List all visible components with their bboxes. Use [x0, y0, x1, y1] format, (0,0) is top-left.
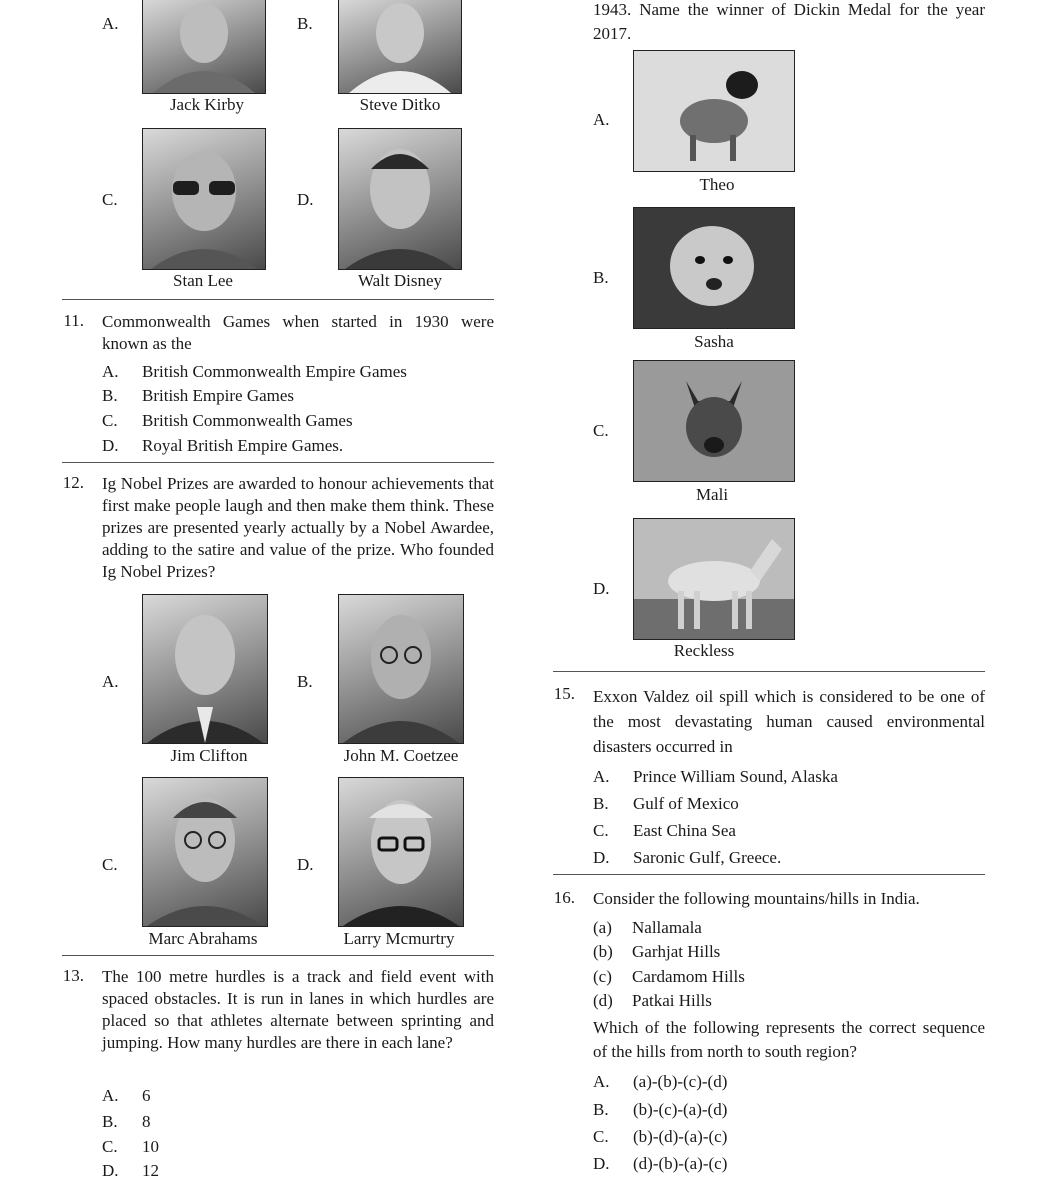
dog-icon — [634, 208, 794, 328]
q15-option-d-label: D. — [593, 848, 610, 867]
q16-item-d-label: (d) — [593, 991, 613, 1010]
q16-option-a-label: A. — [593, 1072, 610, 1091]
q12-option-a-label: A. — [102, 672, 119, 691]
larry-mcmurtry-photo — [338, 777, 464, 927]
q13-text: The 100 metre hurdles is a track and field event with spaced obstacles. It is run in lanes in which hurdles are placed so that athletes alternate between sprinting and jumping. How many hurdles are there in each lane? — [102, 967, 494, 1052]
q15-number: 15. — [553, 684, 575, 703]
q10-option-b-label: B. — [297, 14, 313, 33]
q16-item-c-text: Cardamom Hills — [632, 967, 745, 986]
q16-option-a-text: (a)-(b)-(c)-(d) — [633, 1072, 728, 1091]
john-coetzee-photo — [338, 594, 464, 744]
q13-option-d-text: 12 — [142, 1161, 159, 1180]
person-portrait-icon — [143, 595, 267, 743]
q16-item-d-text: Patkai Hills — [632, 991, 712, 1010]
steve-ditko-caption: Steve Ditko — [359, 95, 441, 114]
q16-option-b-text: (b)-(c)-(a)-(d) — [633, 1100, 728, 1119]
q15-text: Exxon Valdez oil spill which is considered to be one of the most devastating human caused environmental disasters occurred in — [593, 687, 985, 756]
q14-option-a-label: A. — [593, 110, 610, 129]
q12-number: 12. — [62, 473, 84, 492]
q15-option-a-label: A. — [593, 767, 610, 786]
q10-option-d-label: D. — [297, 190, 314, 209]
steve-ditko-photo — [338, 0, 462, 94]
q15-option-c-label: C. — [593, 821, 609, 840]
q11-text: Commonwealth Games when started in 1930 were known as the — [102, 312, 494, 353]
divider — [62, 462, 494, 463]
q14-option-c-label: C. — [593, 421, 609, 440]
person-portrait-icon — [339, 0, 461, 93]
q13-option-c-text: 10 — [142, 1137, 159, 1156]
sasha-caption: Sasha — [694, 332, 734, 351]
q16-question: Which of the following represents the correct sequence of the hills from north to south region? — [593, 1018, 985, 1061]
q15-option-d-text: Saronic Gulf, Greece. — [633, 848, 782, 867]
person-portrait-icon — [339, 595, 463, 743]
person-portrait-icon — [143, 0, 265, 93]
person-portrait-icon — [143, 778, 267, 926]
q13-option-b-label: B. — [102, 1112, 118, 1131]
q12-text: Ig Nobel Prizes are awarded to honour achievements that first make people laugh and then make them think. These prizes are presented yearly actually by a Nobel Awardee, adding to the satire and value of the prize. Who founded Ig Nobel Prizes? — [102, 474, 494, 581]
q16-option-c-text: (b)-(d)-(a)-(c) — [633, 1127, 728, 1146]
dog-icon — [634, 361, 794, 481]
person-portrait-icon — [339, 129, 461, 269]
q16-item-b-text: Garhjat Hills — [632, 942, 721, 961]
reckless-caption: Reckless — [673, 641, 735, 660]
q11-option-a-text: British Commonwealth Empire Games — [142, 362, 407, 381]
q16-text: Consider the following mountains/hills in India. — [593, 889, 920, 908]
larry-mcmurtry-caption: Larry Mcmurtry — [343, 929, 455, 948]
john-coetzee-caption: John M. Coetzee — [343, 746, 459, 765]
q15-option-b-label: B. — [593, 794, 609, 813]
q16-option-c-label: C. — [593, 1127, 609, 1146]
marc-abrahams-caption: Marc Abrahams — [148, 929, 258, 948]
divider — [553, 671, 985, 672]
divider — [62, 299, 494, 300]
walt-disney-caption: Walt Disney — [357, 271, 443, 290]
q16-option-d-label: D. — [593, 1154, 610, 1173]
q13-number: 13. — [62, 966, 84, 985]
right-column — [520, 0, 1046, 1200]
q12-option-c-label: C. — [102, 855, 118, 874]
q14-text-tail: 1943. Name the winner of Dickin Medal for the year 2017. — [593, 0, 985, 43]
q13-option-b-text: 8 — [142, 1112, 151, 1131]
q13-option-a-text: 6 — [142, 1086, 151, 1105]
reckless-horse-photo — [633, 518, 795, 640]
q11-option-d-label: D. — [102, 436, 119, 455]
q15-option-c-text: East China Sea — [633, 821, 736, 840]
q13-option-d-label: D. — [102, 1161, 119, 1180]
q10-option-a-label: A. — [102, 14, 119, 33]
stan-lee-caption: Stan Lee — [173, 271, 233, 290]
q11-option-b-label: B. — [102, 386, 118, 405]
stan-lee-photo — [142, 128, 266, 270]
q13-option-a-label: A. — [102, 1086, 119, 1105]
q16-item-a-text: Nallamala — [632, 918, 702, 937]
q16-item-b-label: (b) — [593, 942, 613, 961]
q15-option-a-text: Prince William Sound, Alaska — [633, 767, 838, 786]
q16-number: 16. — [553, 888, 575, 907]
q11-number: 11. — [63, 311, 84, 330]
sasha-dog-photo — [633, 207, 795, 329]
horse-icon — [634, 519, 794, 639]
walt-disney-photo — [338, 128, 462, 270]
q16-item-a-label: (a) — [593, 918, 612, 937]
q16-option-d-text: (d)-(b)-(a)-(c) — [633, 1154, 728, 1173]
q10-option-c-label: C. — [102, 190, 118, 209]
q13-option-c-label: C. — [102, 1137, 118, 1156]
left-column — [0, 0, 520, 1200]
q11-option-c-label: C. — [102, 411, 118, 430]
q11-option-b-text: British Empire Games — [142, 386, 295, 405]
divider — [553, 874, 985, 875]
q12-option-d-label: D. — [297, 855, 314, 874]
jack-kirby-photo — [142, 0, 266, 94]
jim-clifton-photo — [142, 594, 268, 744]
dog-icon — [634, 51, 794, 171]
q14-option-d-label: D. — [593, 579, 610, 598]
theo-caption: Theo — [699, 175, 735, 194]
jim-clifton-caption: Jim Clifton — [170, 746, 248, 765]
mali-caption: Mali — [695, 485, 729, 504]
theo-dog-photo — [633, 50, 795, 172]
q16-option-b-label: B. — [593, 1100, 609, 1119]
q12-option-b-label: B. — [297, 672, 313, 691]
mali-dog-photo — [633, 360, 795, 482]
q14-option-b-label: B. — [593, 268, 609, 287]
q15-option-b-text: Gulf of Mexico — [633, 794, 739, 813]
person-portrait-icon — [339, 778, 463, 926]
q16-item-c-label: (c) — [593, 967, 612, 986]
person-portrait-icon — [143, 129, 265, 269]
divider — [62, 955, 494, 956]
jack-kirby-caption: Jack Kirby — [169, 95, 245, 114]
q11-option-c-text: British Commonwealth Games — [142, 411, 353, 430]
q11-option-d-text: Royal British Empire Games. — [142, 436, 344, 455]
q11-option-a-label: A. — [102, 362, 119, 381]
marc-abrahams-photo — [142, 777, 268, 927]
